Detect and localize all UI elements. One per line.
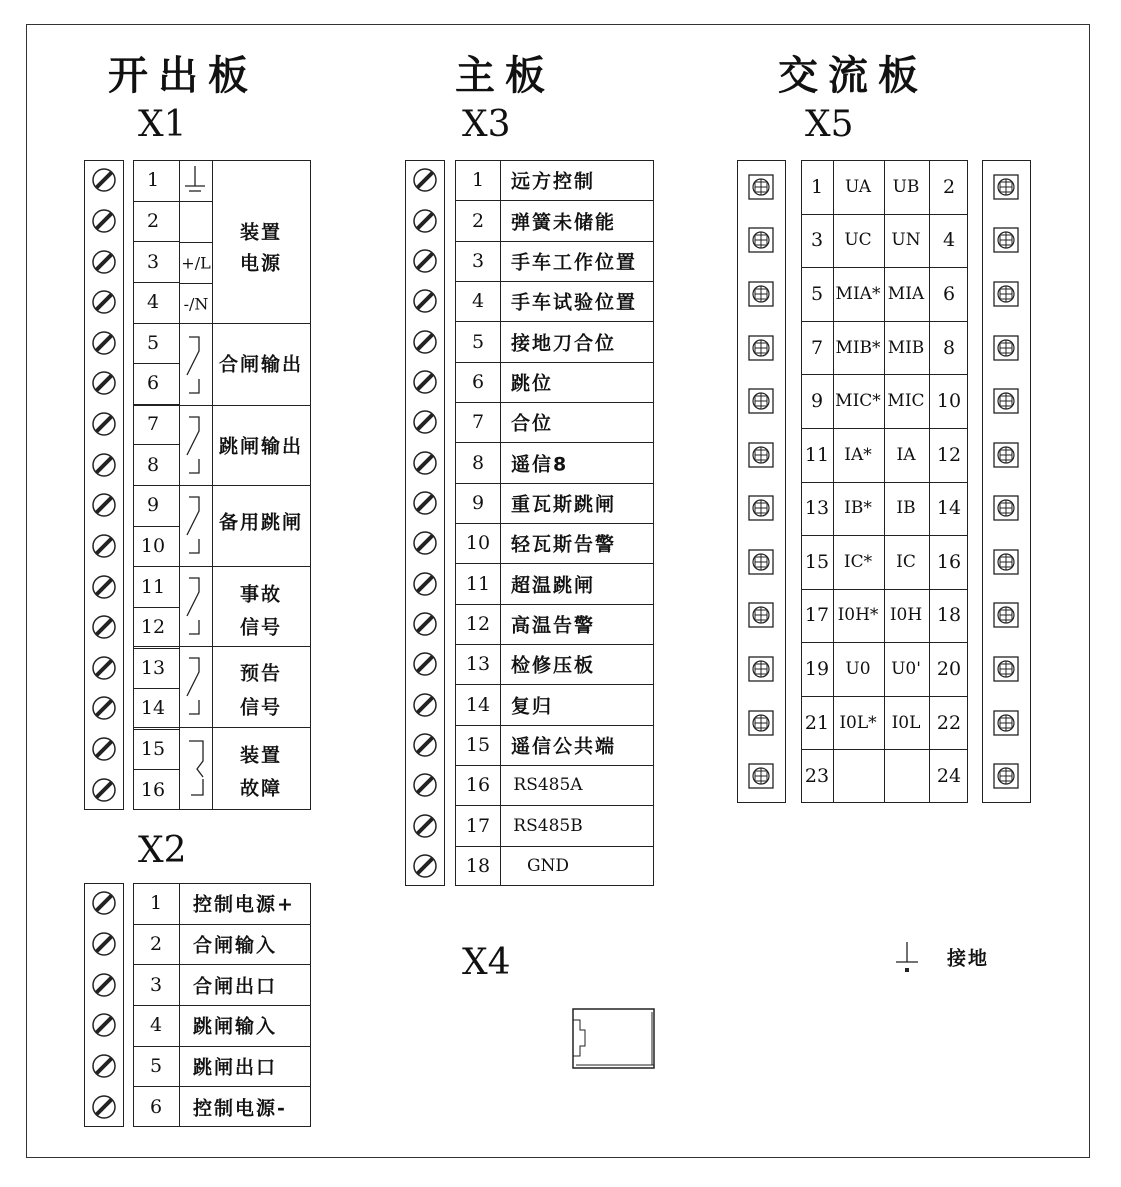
x3-terminal-label: 手车试验位置 bbox=[511, 291, 638, 314]
x5-left-number: 5 bbox=[810, 282, 824, 305]
x1-symbol-line bbox=[179, 283, 212, 284]
x3-terminal-number: 15 bbox=[465, 733, 491, 756]
x3-row-line bbox=[455, 684, 654, 685]
x5-row-line bbox=[801, 696, 968, 697]
x2-terminal-number: 4 bbox=[149, 1014, 163, 1037]
x3-terminal-number: 4 bbox=[471, 290, 485, 313]
x5-row-line bbox=[801, 749, 968, 750]
x3-row-line bbox=[455, 362, 654, 363]
x3-terminal-label: 遥信8 bbox=[511, 453, 569, 475]
x5-row-line bbox=[801, 428, 968, 429]
terminal-screw-icon bbox=[91, 1094, 117, 1120]
terminal-screw-icon bbox=[91, 533, 117, 559]
x1-group-label: 事故 bbox=[239, 583, 283, 606]
kaichu-board-title: 开出板 bbox=[108, 53, 258, 99]
x3-row-line bbox=[455, 846, 654, 847]
terminal-screw-icon bbox=[91, 411, 117, 437]
contact-symbol-icon bbox=[179, 566, 212, 646]
terminal-screw-icon bbox=[412, 490, 438, 516]
x3-row-line bbox=[455, 725, 654, 726]
x2-row-line bbox=[133, 924, 311, 925]
x3-row-line bbox=[455, 563, 654, 564]
x5-right-number: 24 bbox=[936, 765, 962, 788]
x3-row-line bbox=[455, 241, 654, 242]
x1-terminal-number: 5 bbox=[146, 331, 160, 354]
x2-terminal-number: 3 bbox=[149, 973, 163, 996]
x1-terminal-number: 10 bbox=[140, 534, 166, 557]
ground-symbol-icon bbox=[179, 160, 212, 201]
x5-left-signal: U0 bbox=[845, 659, 871, 680]
ground-label: 接地 bbox=[947, 947, 990, 970]
x5-left-number: 1 bbox=[810, 175, 824, 198]
ground-legend-icon bbox=[894, 942, 920, 976]
x5-left-number: 17 bbox=[804, 604, 830, 627]
x2-label: X2 bbox=[138, 830, 187, 871]
x3-row-line bbox=[455, 765, 654, 766]
x2-terminal-label: 跳闸输入 bbox=[193, 1015, 278, 1038]
terminal-screw-icon bbox=[412, 409, 438, 435]
x1-group-label: 预告 bbox=[239, 662, 283, 685]
x1-row-line bbox=[133, 282, 179, 283]
x3-terminal-label: 高温告警 bbox=[511, 614, 596, 637]
x3-row-line bbox=[455, 321, 654, 322]
x3-terminal-label: 手车工作位置 bbox=[511, 251, 638, 274]
x3-row-line bbox=[455, 402, 654, 403]
x1-terminal-number: 12 bbox=[140, 616, 166, 639]
x1-terminal-number: 8 bbox=[146, 453, 160, 476]
x5-right-number: 6 bbox=[942, 282, 956, 305]
x5-right-signal: UN bbox=[891, 230, 921, 251]
x1-terminal-number: 13 bbox=[140, 656, 166, 679]
x5-right-signal: U0' bbox=[891, 659, 921, 680]
x1-group-label: 电源 bbox=[239, 252, 283, 275]
x3-row-line bbox=[455, 604, 654, 605]
x5-right-signal: IA bbox=[896, 444, 916, 465]
x1-row-line bbox=[133, 648, 179, 649]
x2-terminal-label: 控制电源+ bbox=[193, 893, 295, 916]
x5-right-signal: IB bbox=[896, 498, 916, 519]
x5-right-number: 22 bbox=[936, 711, 962, 734]
x3-terminal-label: 复归 bbox=[511, 695, 554, 717]
x5-right-number: 2 bbox=[942, 175, 956, 198]
x5-left-signal: IA* bbox=[844, 444, 872, 465]
terminal-block-icon bbox=[747, 709, 775, 737]
x1-row-line bbox=[133, 363, 179, 364]
x1-row-line bbox=[133, 566, 179, 567]
x3-terminal-number: 17 bbox=[465, 814, 491, 837]
x1-terminal-number: 1 bbox=[146, 169, 160, 192]
x1-group-label: 信号 bbox=[239, 696, 283, 719]
terminal-screw-icon bbox=[91, 736, 117, 762]
x2-terminal-number: 2 bbox=[149, 933, 163, 955]
x5-right-number: 18 bbox=[936, 604, 962, 627]
x5-left-signal: I0L* bbox=[839, 712, 877, 733]
terminal-block-icon bbox=[747, 173, 775, 201]
terminal-screw-icon bbox=[412, 772, 438, 798]
x3-row-line bbox=[455, 523, 654, 524]
x2-terminal-number: 1 bbox=[149, 892, 163, 915]
x3-terminal-number: 10 bbox=[465, 532, 491, 555]
x1-group-label: 备用跳闸 bbox=[218, 511, 304, 534]
x3-row-line bbox=[455, 805, 654, 806]
x5-right-number: 14 bbox=[936, 497, 962, 520]
terminal-screw-icon bbox=[91, 890, 117, 916]
x5-row-line bbox=[801, 642, 968, 643]
x5-left-number: 21 bbox=[804, 711, 830, 734]
x1-terminal-number: 15 bbox=[140, 738, 166, 761]
x5-left-number: 3 bbox=[810, 229, 824, 252]
x3-row-line bbox=[455, 281, 654, 282]
contact-symbol-icon bbox=[179, 646, 212, 727]
terminal-screw-icon bbox=[91, 1053, 117, 1079]
x3-row-line bbox=[455, 483, 654, 484]
x3-terminal-number: 3 bbox=[471, 249, 485, 272]
x1-terminal-number: 16 bbox=[140, 778, 166, 801]
terminal-block-icon bbox=[992, 387, 1020, 415]
x5-left-signal: I0H* bbox=[837, 605, 879, 626]
terminal-screw-icon bbox=[412, 692, 438, 718]
x3-terminal-number: 8 bbox=[471, 451, 485, 474]
x2-row-line bbox=[133, 1046, 311, 1047]
x5-row-line bbox=[801, 589, 968, 590]
main-board-title: 主板 bbox=[455, 53, 555, 99]
x3-terminal-label: 弹簧未储能 bbox=[511, 211, 617, 233]
terminal-screw-icon bbox=[412, 651, 438, 677]
x5-right-number: 4 bbox=[942, 229, 956, 252]
terminal-block-icon bbox=[747, 548, 775, 576]
terminal-screw-icon bbox=[412, 813, 438, 839]
x1-row-line bbox=[133, 444, 179, 445]
terminal-block-icon bbox=[992, 334, 1020, 362]
x1-row-line bbox=[133, 526, 179, 527]
terminal-block-icon bbox=[992, 762, 1020, 790]
x3-row-line bbox=[455, 442, 654, 443]
x1-row-line bbox=[133, 729, 179, 730]
x3-terminal-label: 遥信公共端 bbox=[511, 735, 617, 758]
x1-group-label: 跳闸输出 bbox=[218, 435, 304, 458]
x3-terminal-label: GND bbox=[526, 855, 570, 876]
x1-row-line bbox=[133, 323, 179, 324]
terminal-block-icon bbox=[747, 334, 775, 362]
x2-terminal-label: 合闸输入 bbox=[193, 934, 278, 957]
terminal-screw-icon bbox=[91, 777, 117, 803]
terminal-screw-icon bbox=[412, 329, 438, 355]
x5-row-line bbox=[801, 374, 968, 375]
x5-right-number: 8 bbox=[942, 336, 956, 359]
x5-right-signal: MIC bbox=[887, 391, 925, 412]
ac-board-title: 交流板 bbox=[778, 53, 928, 99]
x3-terminal-label: RS485A bbox=[513, 775, 583, 796]
x3-terminal-number: 14 bbox=[465, 693, 491, 716]
x5-right-signal: I0L bbox=[891, 712, 921, 733]
x3-terminal-number: 7 bbox=[471, 411, 485, 434]
x1-group-label: 装置 bbox=[239, 221, 283, 244]
x3-terminal-label: RS485B bbox=[513, 815, 583, 836]
terminal-screw-icon bbox=[91, 614, 117, 640]
x3-terminal-label: 超温跳闸 bbox=[511, 574, 596, 596]
x5-right-terminal-strip bbox=[982, 160, 1031, 803]
x3-terminal-number: 2 bbox=[471, 209, 485, 232]
x5-left-number: 23 bbox=[804, 765, 830, 788]
terminal-block-icon bbox=[992, 655, 1020, 683]
x5-right-signal: UB bbox=[892, 176, 920, 197]
x1-terminal-number: 11 bbox=[140, 575, 166, 598]
terminal-screw-icon bbox=[412, 288, 438, 314]
x5-row-line bbox=[801, 267, 968, 268]
x1-symbol-line bbox=[179, 201, 212, 202]
contact-symbol-icon bbox=[179, 485, 212, 566]
x5-right-number: 16 bbox=[936, 550, 962, 573]
x5-left-number: 7 bbox=[810, 336, 824, 359]
x3-label: X3 bbox=[462, 104, 511, 145]
contact-symbol-icon bbox=[179, 323, 212, 405]
x5-right-signal: I0H bbox=[889, 605, 923, 626]
x1-plus-l: +/L bbox=[181, 253, 211, 273]
terminal-screw-icon bbox=[412, 248, 438, 274]
x5-row-line bbox=[801, 482, 968, 483]
terminal-screw-icon bbox=[91, 370, 117, 396]
terminal-screw-icon bbox=[91, 167, 117, 193]
x1-row-line bbox=[133, 485, 179, 486]
terminal-block-icon bbox=[992, 280, 1020, 308]
x5-label: X5 bbox=[805, 104, 854, 145]
terminal-screw-icon bbox=[91, 208, 117, 234]
terminal-screw-icon bbox=[91, 249, 117, 275]
x5-left-signal: MIC* bbox=[835, 391, 881, 412]
x3-terminal-label: 跳位 bbox=[511, 372, 554, 395]
terminal-screw-icon bbox=[412, 369, 438, 395]
x1-row-line bbox=[133, 201, 179, 202]
terminal-block-icon bbox=[747, 655, 775, 683]
x1-terminal-number: 4 bbox=[146, 291, 160, 314]
x5-left-signal: UC bbox=[844, 230, 872, 251]
x5-row-line bbox=[801, 214, 968, 215]
terminal-screw-icon bbox=[91, 452, 117, 478]
terminal-screw-icon bbox=[412, 208, 438, 234]
terminal-block-icon bbox=[992, 548, 1020, 576]
x5-right-signal: IC bbox=[896, 551, 916, 572]
x3-terminal-label: 检修压板 bbox=[511, 654, 596, 677]
x1-terminal-number: 14 bbox=[140, 697, 166, 720]
x1-group-label: 合闸输出 bbox=[218, 353, 304, 376]
terminal-screw-icon bbox=[91, 931, 117, 957]
x1-terminal-number: 6 bbox=[146, 372, 160, 395]
terminal-screw-icon bbox=[91, 972, 117, 998]
terminal-screw-icon bbox=[412, 450, 438, 476]
x5-left-number: 19 bbox=[804, 658, 830, 681]
terminal-block-icon bbox=[992, 173, 1020, 201]
terminal-block-icon bbox=[747, 601, 775, 629]
x1-row-line bbox=[133, 769, 179, 770]
terminal-block-icon bbox=[747, 762, 775, 790]
terminal-screw-icon bbox=[91, 655, 117, 681]
x3-terminal-number: 11 bbox=[465, 572, 491, 595]
x2-row-line bbox=[133, 1005, 311, 1006]
terminal-screw-icon bbox=[91, 492, 117, 518]
x3-terminal-label: 接地刀合位 bbox=[511, 332, 617, 354]
x1-terminal-number: 3 bbox=[146, 250, 160, 273]
terminal-screw-icon bbox=[412, 611, 438, 637]
terminal-screw-icon bbox=[412, 571, 438, 597]
x5-right-number: 10 bbox=[936, 390, 962, 413]
x5-left-terminal-strip bbox=[737, 160, 786, 803]
x5-row-line bbox=[801, 321, 968, 322]
x5-left-number: 15 bbox=[804, 550, 830, 573]
x5-right-number: 20 bbox=[936, 658, 962, 681]
x5-left-number: 11 bbox=[804, 443, 830, 466]
terminal-block-icon bbox=[747, 280, 775, 308]
x3-terminal-number: 1 bbox=[471, 169, 485, 192]
terminal-screw-icon bbox=[91, 330, 117, 356]
x3-row-line bbox=[455, 200, 654, 201]
terminal-screw-icon bbox=[91, 289, 117, 315]
terminal-screw-icon bbox=[412, 732, 438, 758]
x1-group-label: 信号 bbox=[239, 616, 283, 639]
x3-row-line bbox=[455, 644, 654, 645]
terminal-block-icon bbox=[747, 226, 775, 254]
x5-left-signal: IC* bbox=[843, 551, 873, 572]
x3-terminal-label: 远方控制 bbox=[511, 170, 596, 193]
x3-terminal-label: 合位 bbox=[511, 412, 554, 435]
x1-terminal-number: 7 bbox=[146, 413, 160, 436]
x1-minus-n: -/N bbox=[183, 294, 209, 314]
x5-left-number: 9 bbox=[810, 390, 824, 413]
x2-row-line bbox=[133, 1086, 311, 1087]
x1-terminal-number: 9 bbox=[146, 494, 160, 517]
terminal-screw-icon bbox=[412, 167, 438, 193]
terminal-block-icon bbox=[747, 494, 775, 522]
x5-right-signal: MIA bbox=[887, 283, 925, 304]
x5-row-line bbox=[801, 535, 968, 536]
terminal-block-icon bbox=[992, 709, 1020, 737]
x5-left-signal: MIA* bbox=[835, 283, 881, 304]
x3-terminal-number: 16 bbox=[465, 774, 491, 797]
terminal-block-icon bbox=[992, 494, 1020, 522]
x3-terminal-number: 18 bbox=[465, 854, 491, 877]
x3-terminal-label: 重瓦斯跳闸 bbox=[511, 493, 617, 516]
x3-terminal-number: 12 bbox=[465, 612, 491, 635]
x2-terminal-number: 6 bbox=[149, 1095, 163, 1118]
x5-right-signal: MIB bbox=[887, 337, 925, 358]
terminal-block-icon bbox=[992, 601, 1020, 629]
x1-row-line bbox=[133, 607, 179, 608]
x4-label: X4 bbox=[462, 942, 511, 983]
terminal-screw-icon bbox=[91, 1012, 117, 1038]
terminal-block-icon bbox=[992, 441, 1020, 469]
x3-terminal-number: 9 bbox=[471, 491, 485, 514]
x1-group-label: 故障 bbox=[239, 777, 283, 800]
x5-left-signal: IB* bbox=[844, 498, 872, 519]
terminal-block-icon bbox=[747, 387, 775, 415]
x5-left-signal: MIB* bbox=[835, 337, 881, 358]
x1-label: X1 bbox=[138, 104, 187, 145]
x2-screw-strip bbox=[84, 883, 124, 1127]
x2-terminal-label: 控制电源- bbox=[193, 1097, 287, 1120]
x1-row-line bbox=[133, 241, 179, 242]
x3-terminal-label: 轻瓦斯告警 bbox=[511, 533, 617, 556]
terminal-screw-icon bbox=[412, 853, 438, 879]
x2-terminal-label: 跳闸出口 bbox=[193, 1056, 278, 1079]
terminal-screw-icon bbox=[412, 530, 438, 556]
contact-symbol-icon bbox=[179, 727, 212, 810]
x2-terminal-label: 合闸出口 bbox=[193, 975, 278, 998]
x1-symbol-line bbox=[179, 242, 212, 243]
x3-terminal-number: 6 bbox=[471, 370, 485, 393]
x2-terminal-number: 5 bbox=[149, 1055, 163, 1077]
x2-row-line bbox=[133, 964, 311, 965]
x1-row-line bbox=[133, 688, 179, 689]
x1-row-line bbox=[133, 404, 179, 405]
x1-terminal-number: 2 bbox=[146, 209, 160, 232]
x5-right-number: 12 bbox=[936, 443, 962, 466]
x5-left-signal: UA bbox=[844, 176, 872, 197]
terminal-block-icon bbox=[747, 441, 775, 469]
x4-rj45-port-icon bbox=[572, 1008, 656, 1070]
x3-terminal-number: 5 bbox=[471, 330, 485, 353]
terminal-screw-icon bbox=[91, 574, 117, 600]
x5-left-number: 13 bbox=[804, 497, 830, 520]
terminal-screw-icon bbox=[91, 695, 117, 721]
x3-terminal-number: 13 bbox=[465, 653, 491, 676]
terminal-block-icon bbox=[992, 226, 1020, 254]
x1-group-line bbox=[133, 405, 311, 406]
contact-symbol-icon bbox=[179, 405, 212, 485]
x1-group-label: 装置 bbox=[239, 744, 283, 767]
